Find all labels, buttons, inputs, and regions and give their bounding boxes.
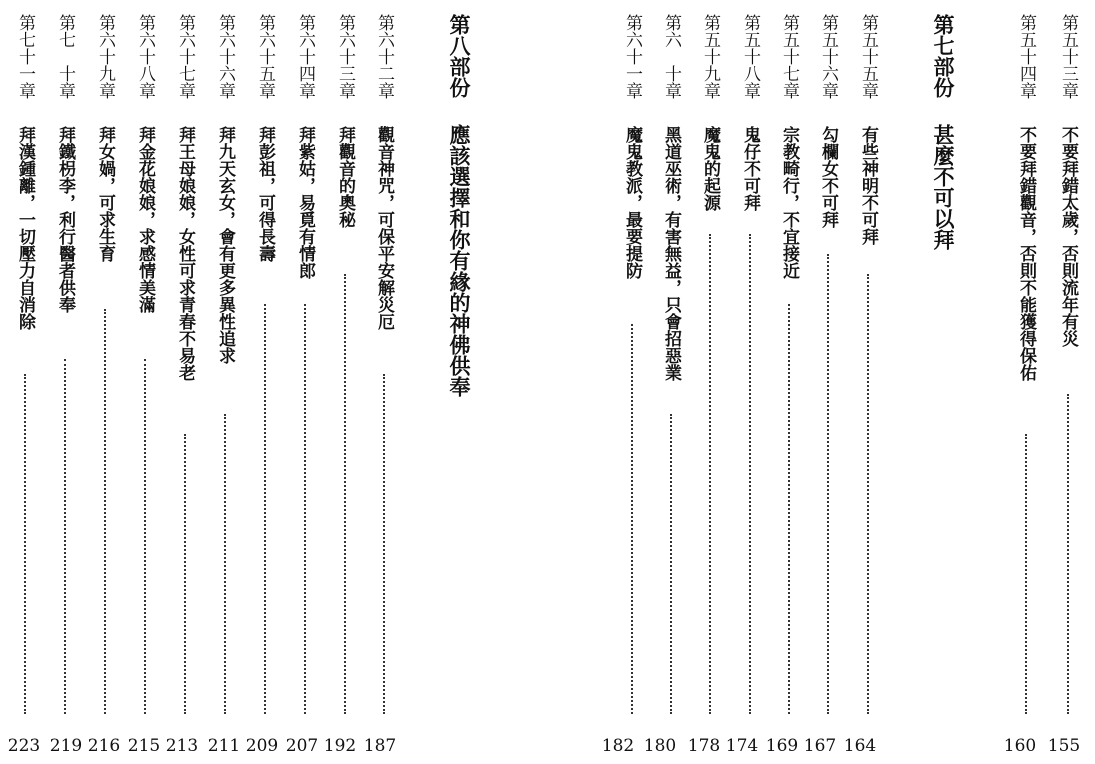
page-number: 180 <box>643 736 677 756</box>
chapter-number: 第五十三章 <box>1058 14 1078 99</box>
chapter-title: 魔鬼的起源 <box>700 126 720 211</box>
chapter-title: 拜觀音的奧秘 <box>335 126 355 228</box>
part-heading <box>926 14 960 250</box>
dot-leader <box>788 304 790 714</box>
chapter-title: 魔鬼教派，最要提防 <box>622 126 642 279</box>
dot-leader <box>1025 434 1027 714</box>
chapter-number: 第六十四章 <box>295 14 315 99</box>
dot-leader <box>867 274 869 714</box>
chapter-title: 拜女媧，可求生育 <box>95 126 115 262</box>
toc-entry <box>694 14 726 714</box>
toc-entry <box>734 14 766 714</box>
dot-leader <box>184 434 186 714</box>
chapter-title: 拜王母娘娘，女性可求青春不易老 <box>175 126 195 381</box>
dot-leader <box>304 304 306 714</box>
page-number: 174 <box>725 736 759 756</box>
page-number: 219 <box>49 736 83 756</box>
toc-entry <box>129 14 161 714</box>
chapter-number: 第六 十章 <box>661 14 681 99</box>
page-number: 160 <box>1003 736 1037 756</box>
page-number: 182 <box>601 736 635 756</box>
page-number: 207 <box>285 736 319 756</box>
toc-entry <box>1052 14 1084 714</box>
chapter-number: 第五十五章 <box>858 14 878 99</box>
chapter-number: 第七十一章 <box>15 14 35 99</box>
page-number: 167 <box>803 736 837 756</box>
part-title: 應該選擇和你有緣的神佛供奉 <box>447 124 472 397</box>
part-label: 第七部份 <box>931 14 956 98</box>
toc-entry <box>1010 14 1042 714</box>
chapter-title: 拜九天玄女，會有更多異性追求 <box>215 126 235 364</box>
dot-leader <box>144 359 146 714</box>
dot-leader <box>709 234 711 714</box>
dot-leader <box>264 304 266 714</box>
toc-entry <box>852 14 884 714</box>
chapter-title: 拜漢鍾離，一切壓力自消除 <box>15 126 35 330</box>
chapter-title: 有些神明不可拜 <box>858 126 878 245</box>
page-number: 164 <box>843 736 877 756</box>
chapter-title: 黑道巫術，有害無益，只會招惡業 <box>661 126 681 381</box>
dot-leader <box>383 374 385 714</box>
page-number: 178 <box>687 736 721 756</box>
chapter-number: 第六十三章 <box>335 14 355 99</box>
chapter-title: 拜鐵枴李，利行醫者供奉 <box>55 126 75 313</box>
chapter-number: 第六十六章 <box>215 14 235 99</box>
chapter-title: 拜金花娘娘，求感情美滿 <box>135 126 155 313</box>
chapter-number: 第七 十章 <box>55 14 75 99</box>
page-number: 211 <box>207 736 241 756</box>
page-number: 192 <box>323 736 357 756</box>
page-number: 187 <box>363 736 397 756</box>
chapter-title: 拜紫姑，易覓有情郎 <box>295 126 315 279</box>
toc-entry <box>9 14 41 714</box>
toc-entry <box>49 14 81 714</box>
dot-leader <box>224 414 226 714</box>
toc-entry <box>616 14 648 714</box>
toc-entry <box>773 14 805 714</box>
chapter-number: 第五十四章 <box>1016 14 1036 99</box>
dot-leader <box>344 274 346 714</box>
chapter-number: 第六十二章 <box>374 14 394 99</box>
chapter-number: 第六十五章 <box>255 14 275 99</box>
chapter-number: 第五十八章 <box>740 14 760 99</box>
dot-leader <box>827 254 829 714</box>
chapter-title: 鬼仔不可拜 <box>740 126 760 211</box>
toc-entry <box>89 14 121 714</box>
toc-entry <box>329 14 361 714</box>
dot-leader <box>24 374 26 714</box>
dot-leader <box>1067 394 1069 714</box>
chapter-title: 不要拜錯觀音，否則不能獲得保佑 <box>1016 126 1036 381</box>
page-number: 213 <box>165 736 199 756</box>
page-number: 215 <box>127 736 161 756</box>
toc-entry <box>368 14 400 714</box>
chapter-number: 第五十七章 <box>779 14 799 99</box>
page-number: 169 <box>765 736 799 756</box>
toc-entry <box>812 14 844 714</box>
dot-leader <box>670 414 672 714</box>
toc-entry <box>249 14 281 714</box>
chapter-number: 第六十七章 <box>175 14 195 99</box>
chapter-number: 第五十九章 <box>700 14 720 99</box>
dot-leader <box>104 309 106 714</box>
chapter-title: 宗教畸行，不宜接近 <box>779 126 799 279</box>
part-label: 第八部份 <box>447 14 472 98</box>
chapter-number: 第五十六章 <box>818 14 838 99</box>
page-number: 216 <box>87 736 121 756</box>
page-number: 209 <box>245 736 279 756</box>
part-title: 甚麼不可以拜 <box>931 124 956 250</box>
chapter-title: 不要拜錯太歲，否則流年有災 <box>1058 126 1078 347</box>
toc-entry <box>655 14 687 714</box>
chapter-title: 勾欄女不可拜 <box>818 126 838 228</box>
dot-leader <box>749 234 751 714</box>
page-number: 155 <box>1047 736 1081 756</box>
chapter-title: 觀音神咒，可保平安解災厄 <box>374 126 394 330</box>
page-number: 223 <box>7 736 41 756</box>
dot-leader <box>64 359 66 714</box>
toc-entry <box>289 14 321 714</box>
chapter-title: 拜彭祖，可得長壽 <box>255 126 275 262</box>
chapter-number: 第六十一章 <box>622 14 642 99</box>
dot-leader <box>631 324 633 714</box>
part-heading <box>442 14 476 397</box>
chapter-number: 第六十九章 <box>95 14 115 99</box>
toc-entry <box>169 14 201 714</box>
toc-entry <box>209 14 241 714</box>
chapter-number: 第六十八章 <box>135 14 155 99</box>
